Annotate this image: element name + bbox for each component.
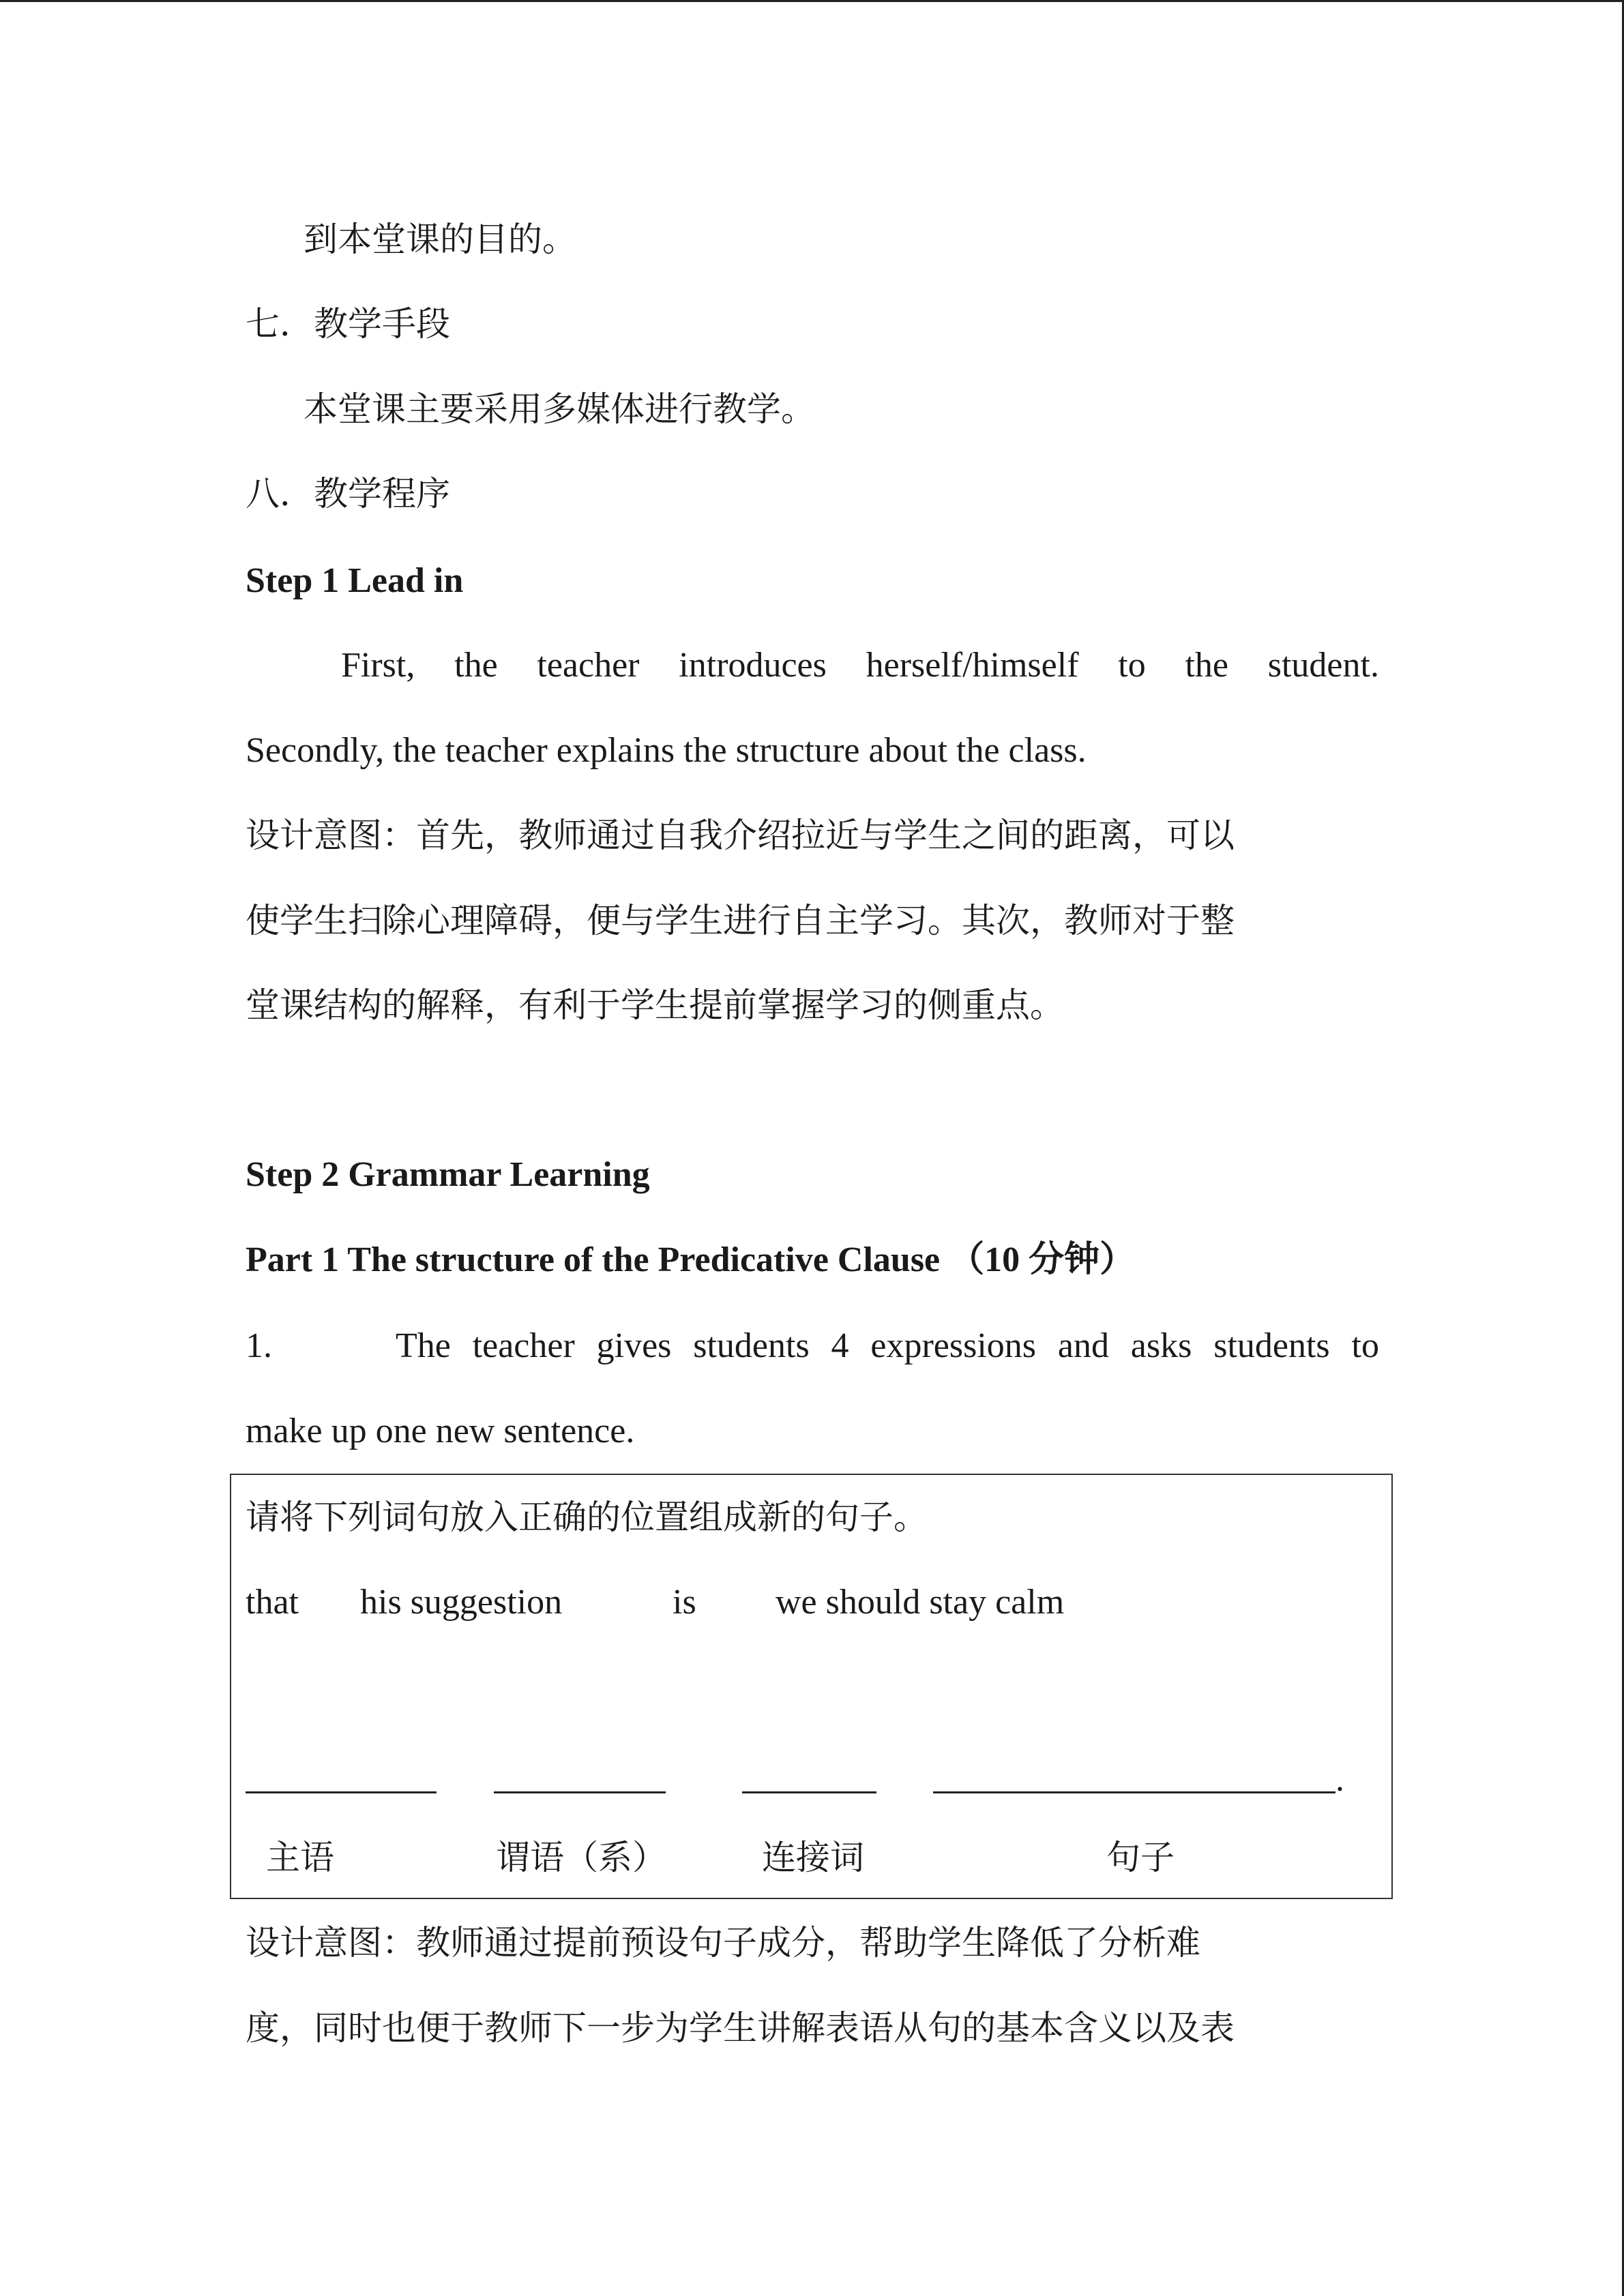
word: the — [1185, 646, 1228, 685]
word: teacher — [472, 1326, 575, 1365]
word: gives — [596, 1326, 672, 1365]
blank-connective[interactable] — [742, 1791, 876, 1793]
part-1-heading: Part 1 The structure of the Predicative Clause （10 分钟） — [246, 1240, 1136, 1279]
label-subject: 主语 — [266, 1838, 334, 1877]
word: asks — [1130, 1326, 1192, 1365]
word: First, — [341, 646, 415, 685]
step-1-paragraph-line-1 — [341, 645, 1379, 686]
label-predicate: 谓语（系） — [496, 1838, 666, 1877]
section-7-body: 本堂课主要采用多媒体进行教学。 — [304, 389, 815, 429]
word: 4 — [831, 1326, 849, 1365]
label-connective: 连接词 — [762, 1838, 864, 1877]
word: student. — [1267, 646, 1379, 685]
step-2-heading: Step 2 Grammar Learning — [246, 1155, 650, 1194]
section-8-title: 八．教学程序 — [246, 474, 450, 513]
item-1-line-2: make up one new sentence. — [246, 1412, 635, 1450]
blank-subject[interactable] — [246, 1791, 437, 1793]
page-border-top — [0, 0, 1624, 2]
design-intent-1-line-1: 设计意图：首先，教师通过自我介绍拉近与学生之间的距离，可以 — [246, 816, 1235, 855]
continuation-line: 到本堂课的目的。 — [304, 220, 576, 259]
design-intent-1-line-2: 使学生扫除心理障碍，便与学生进行自主学习。其次，教师对于整 — [246, 901, 1235, 940]
word: to — [1351, 1326, 1379, 1365]
exercise-instruction: 请将下列词句放入正确的位置组成新的句子。 — [246, 1497, 928, 1537]
word: teacher — [537, 646, 640, 685]
word: the — [454, 646, 498, 685]
word: and — [1057, 1326, 1109, 1365]
section-7-title: 七．教学手段 — [246, 304, 450, 344]
word: students — [693, 1326, 810, 1365]
word: herself/himself — [866, 646, 1079, 685]
step-1-heading: Step 1 Lead in — [246, 561, 464, 600]
design-intent-2-line-2: 度，同时也便于教师下一步为学生讲解表语从句的基本含义以及表 — [246, 2008, 1235, 2048]
word-his-suggestion: his suggestion — [360, 1583, 563, 1622]
item-1-number: 1. — [246, 1326, 272, 1365]
label-sentence: 句子 — [1106, 1838, 1175, 1877]
design-intent-1-line-3: 堂课结构的解释，有利于学生提前掌握学习的侧重点。 — [246, 985, 1064, 1025]
blank-predicate[interactable] — [494, 1791, 666, 1793]
word-clause: we should stay calm — [776, 1583, 1065, 1622]
design-intent-2-line-1: 设计意图：教师通过提前预设句子成分，帮助学生降低了分析难 — [246, 1923, 1200, 1963]
item-1-line-1 — [396, 1326, 1379, 1367]
word-that: that — [246, 1583, 299, 1622]
blank-sentence[interactable] — [933, 1791, 1335, 1793]
word-is: is — [673, 1583, 696, 1622]
word: expressions — [870, 1326, 1037, 1365]
word: to — [1118, 646, 1146, 685]
word: students — [1213, 1326, 1330, 1365]
word: introduces — [679, 646, 827, 685]
word: The — [396, 1326, 451, 1365]
blank-end-period: . — [1335, 1760, 1344, 1799]
step-1-paragraph-line-2: Secondly, the teacher explains the structure about the class. — [246, 731, 1087, 770]
